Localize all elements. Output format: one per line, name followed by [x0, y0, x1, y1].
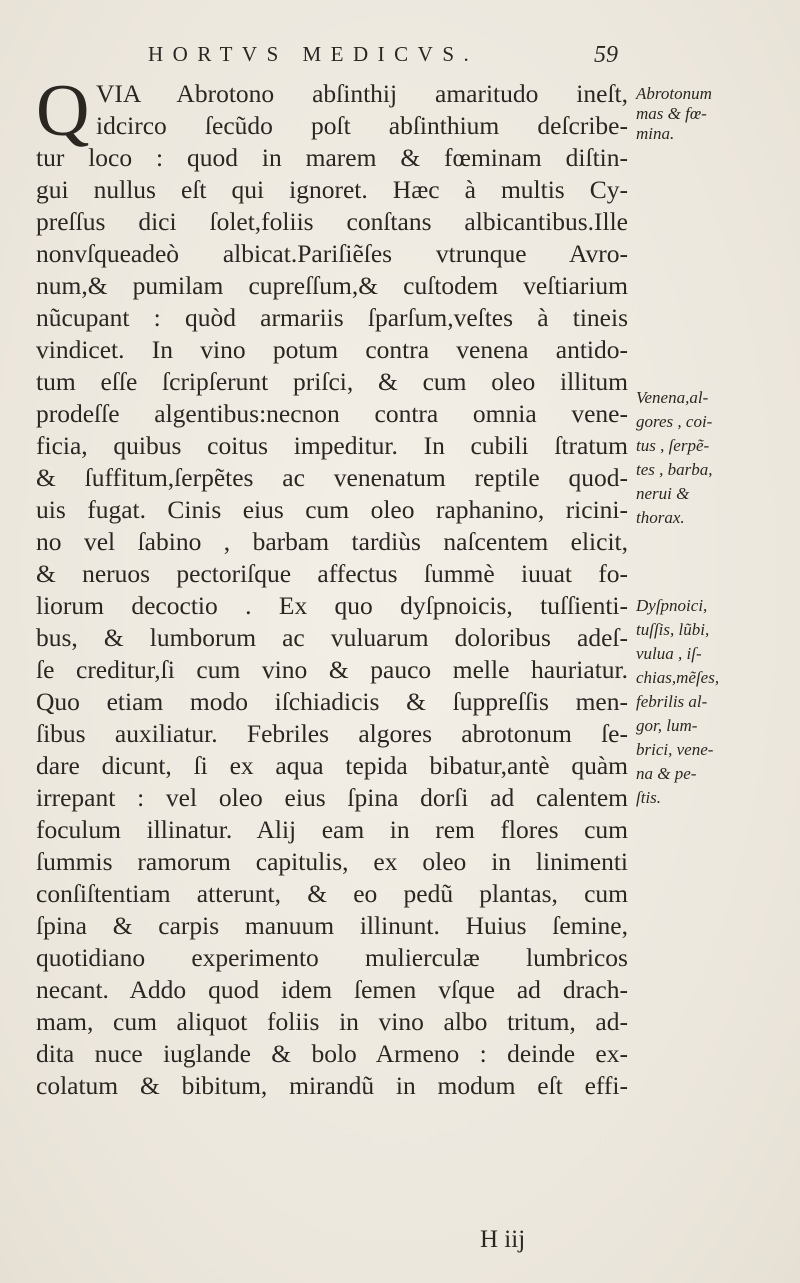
text-line: nũcupant : quòd armariis ſparſum,veſtes à tineis: [36, 303, 628, 332]
page-number: 59: [594, 42, 618, 68]
text-line: ſummis ramorum capitulis, ex oleo in linimenti: [36, 847, 628, 876]
text-line: conſiſtentiam atterunt, & eo pedũ plantas, cum: [36, 879, 628, 908]
margin-note: brici, vene-: [636, 740, 714, 759]
text-line: preſſus dici ſolet,foliis conſtans albicantibus.Ille: [36, 207, 628, 236]
text-line: & neruos pectoriſque affectus ſummè iuuat fo-: [36, 559, 628, 588]
text-line: no vel ſabino , barbam tardiùs naſcentem elicit,: [36, 527, 628, 556]
text-line: ſpina & carpis manuum illinunt. Huius ſemine,: [36, 911, 628, 940]
margin-note: mas & fœ-: [636, 104, 707, 123]
margin-note: na & pe-: [636, 764, 697, 783]
margin-note: vulua , iſ-: [636, 644, 702, 663]
margin-note: mina.: [636, 124, 675, 143]
margin-note: tus , ſerpẽ-: [636, 436, 710, 455]
margin-note: nerui &: [636, 484, 690, 503]
text-line: foculum illinatur. Alij eam in rem flores cum: [36, 815, 628, 844]
text-line: tum eſſe ſcripſerunt priſci, & cum oleo illitum: [36, 367, 628, 396]
text-line: ſe creditur,ſi cum vino & pauco melle hauriatur.: [36, 655, 628, 684]
margin-note: febrilis al-: [636, 692, 708, 711]
text-line: liorum decoctio . Ex quo dyſpnoicis, tuſſienti-: [36, 591, 628, 620]
text-line: dita nuce iuglande & bolo Armeno : deinde ex-: [36, 1039, 628, 1068]
text-line: irrepant : vel oleo eius ſpina dorſi ad calentem: [36, 783, 628, 812]
text-line: ſibus auxiliatur. Febriles algores abrotonum ſe-: [36, 719, 628, 748]
signature-mark: H iij: [480, 1226, 526, 1253]
text-line: uis fugat. Cinis eius cum oleo raphanino, ricini-: [36, 495, 628, 524]
text-line: quotidiano experimento mulierculæ lumbricos: [36, 943, 628, 972]
text-line: & ſuffitum,ſerpẽtes ac venenatum reptile quod-: [36, 463, 628, 492]
text-line: dare dicunt, ſi ex aqua tepida bibatur,antè quàm: [36, 751, 628, 780]
margin-note: thorax.: [636, 508, 685, 527]
text-line: VIA Abrotono abſinthij amaritudo ineſt,: [96, 79, 628, 108]
margin-note: Dyſpnoici,: [636, 596, 708, 615]
margin-note: tes , barba,: [636, 460, 713, 479]
margin-note: gores , coi-: [636, 412, 713, 431]
text-line: bus, & lumborum ac vuluarum doloribus adeſ-: [36, 623, 628, 652]
text-line: prodeſſe algentibus:necnon contra omnia vene-: [36, 399, 628, 428]
text-line: idcirco ſecũdo poſt abſinthium deſcribe-: [96, 111, 628, 140]
text-line: gui nullus eſt qui ignoret. Hæc à multis Cy-: [36, 175, 628, 204]
text-line: tur loco : quod in marem & fœminam diſtin-: [36, 143, 628, 172]
text-line: nonvſqueadeò albicat.Pariſiẽſes vtrunque Avro-: [36, 239, 628, 268]
text-line: colatum & bibitum, mirandũ in modum eſt effi-: [36, 1071, 628, 1100]
margin-note: Abrotonum: [636, 84, 712, 103]
page-header: [148, 42, 618, 82]
running-head: HORTVS MEDICVS.: [148, 42, 479, 66]
margin-note: chias,mẽſes,: [636, 668, 720, 687]
margin-note: Venena,al-: [636, 388, 709, 407]
text-line: Quo etiam modo iſchiadicis & ſuppreſſis men-: [36, 687, 628, 716]
text-line: vindicet. In vino potum contra venena antido-: [36, 335, 628, 364]
drop-capital: Q: [36, 70, 90, 152]
margin-note: ſtis.: [636, 788, 662, 807]
text-line: num,& pumilam cupreſſum,& cuſtodem veſtiarium: [36, 271, 628, 300]
text-line: necant. Addo quod idem ſemen vſque ad drach-: [36, 975, 628, 1004]
text-line: ficia, quibus coitus impeditur. In cubili ſtratum: [36, 431, 628, 460]
margin-note: tuſſis, lũbi,: [636, 620, 710, 639]
margin-note: gor, lum-: [636, 716, 698, 735]
text-line: mam, cum aliquot foliis in vino albo tritum, ad-: [36, 1007, 628, 1036]
